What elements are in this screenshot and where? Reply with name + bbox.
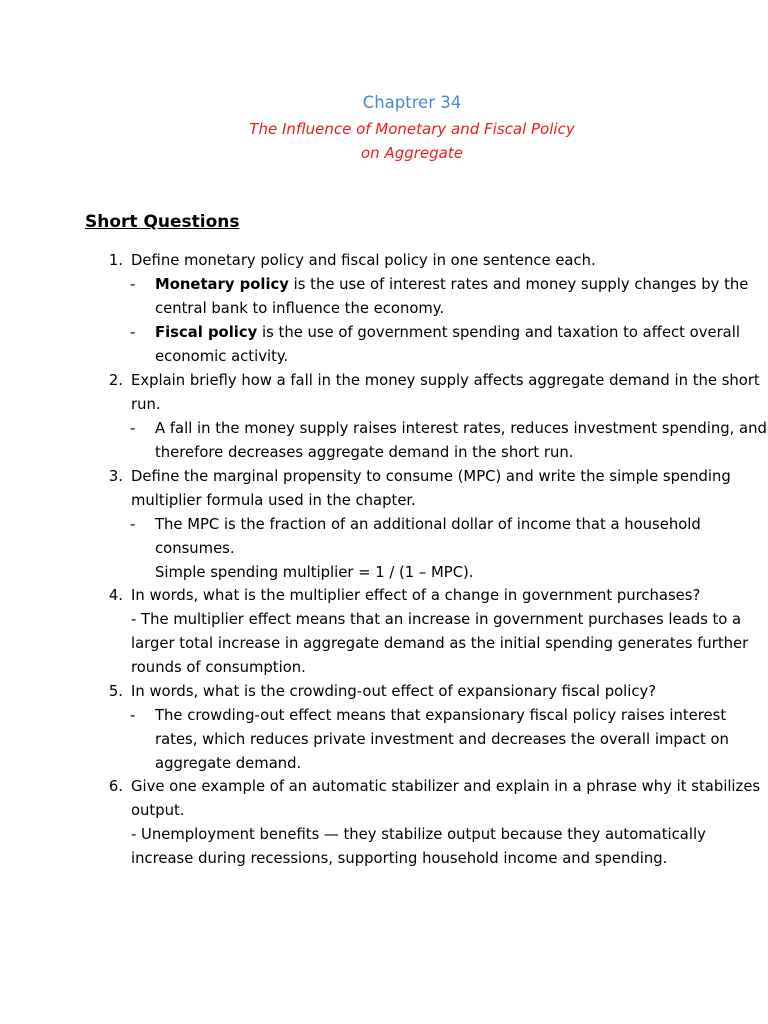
question-number: 5. (108, 683, 123, 700)
question-text: output. (131, 802, 185, 819)
question-text: Give one example of an automatic stabilizer and explain in a phrase why it stabilizes (131, 778, 761, 795)
question-number: 6. (108, 778, 123, 795)
chapter-subtitle-line-1: The Influence of Monetary and Fiscal Policy (249, 120, 575, 138)
question-number: 3. (108, 468, 123, 485)
question-text: In words, what is the multiplier effect of a change in government purchases? (131, 587, 701, 604)
question-text: Define monetary policy and fiscal policy in one sentence each. (131, 252, 596, 269)
answer-text: aggregate demand. (155, 755, 302, 772)
answer-text: consumes. (155, 540, 235, 557)
question-text: In words, what is the crowding-out effect of expansionary fiscal policy? (131, 683, 657, 700)
answer-definition: is the use of interest rates and money supply changes by the (288, 276, 749, 293)
answer-term: Fiscal policy (155, 324, 258, 341)
answer-text: rates, which reduces private investment and decreases the overall impact on (155, 731, 729, 748)
answer-text: - The multiplier effect means that an increase in government purchases leads to a (131, 611, 742, 628)
answer-text: The MPC is the fraction of an additional dollar of income that a household (155, 516, 701, 533)
question-text: Explain briefly how a fall in the money supply affects aggregate demand in the short (131, 372, 760, 389)
chapter-title: Chaptrer 34 (362, 93, 462, 112)
chapter-subtitle-line-2: on Aggregate (361, 144, 463, 162)
answer-dash: - (130, 324, 136, 341)
question-number: 1. (108, 252, 123, 269)
multiplier-formula: Simple spending multiplier = 1 / (1 – MPC). (155, 564, 474, 581)
answer-text: central bank to influence the economy. (155, 300, 445, 317)
question-text: Define the marginal propensity to consume (MPC) and write the simple spending (131, 468, 731, 485)
answer-definition: is the use of government spending and taxation to affect overall (257, 324, 740, 341)
question-text: multiplier formula used in the chapter. (131, 492, 416, 509)
answer-text (155, 323, 740, 343)
question-number: 4. (108, 587, 123, 604)
answer-dash: - (130, 707, 136, 724)
answer-text: therefore decreases aggregate demand in the short run. (155, 444, 574, 461)
answer-text: increase during recessions, supporting household income and spending. (131, 850, 668, 867)
answer-text: The crowding-out effect means that expansionary fiscal policy raises interest (155, 707, 727, 724)
answer-dash: - (130, 420, 136, 437)
answer-text: A fall in the money supply raises interest rates, reduces investment spending, and (155, 420, 767, 437)
answer-dash: - (130, 276, 136, 293)
answer-text: economic activity. (155, 348, 289, 365)
answer-text: larger total increase in aggregate demand as the initial spending generates further (131, 635, 749, 652)
answer-term: Monetary policy (155, 276, 289, 293)
question-text: run. (131, 396, 161, 413)
answer-text (155, 275, 748, 295)
answer-text: rounds of consumption. (131, 659, 306, 676)
answer-text: - Unemployment benefits — they stabilize output because they automatically (131, 826, 706, 843)
question-number: 2. (108, 372, 123, 389)
answer-dash: - (130, 516, 136, 533)
section-heading: Short Questions (85, 212, 240, 232)
